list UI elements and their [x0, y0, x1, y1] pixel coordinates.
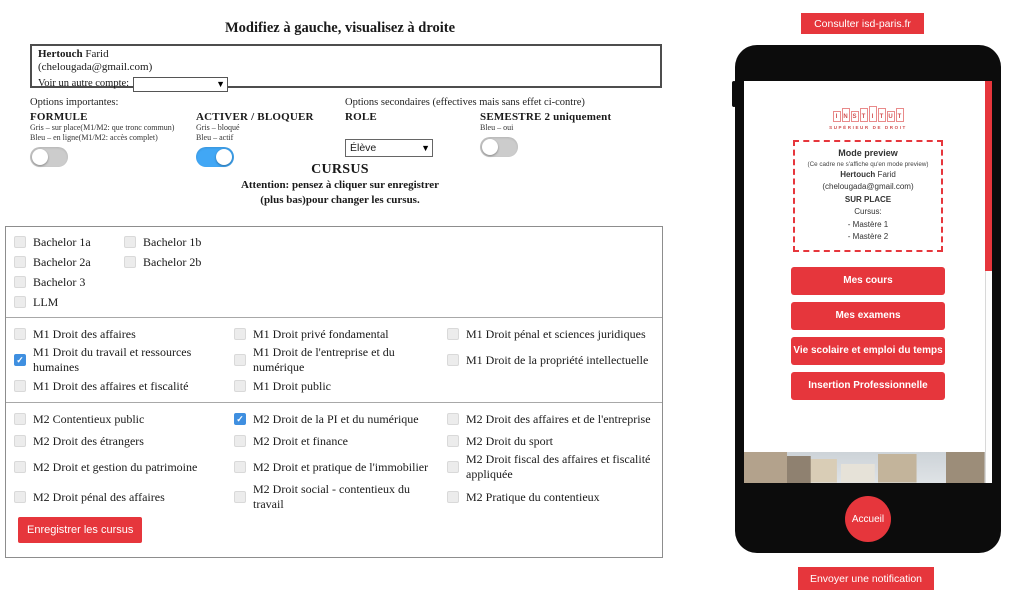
- cursus-option[interactable]: [14, 323, 234, 345]
- phone-menu-button[interactable]: Insertion Professionnelle: [791, 372, 945, 400]
- logo-letter-box: N: [842, 108, 850, 122]
- semestre-hint-1: Bleu – oui: [480, 123, 514, 132]
- preview-cursus-line: - Mastère 1: [847, 219, 889, 229]
- checkbox-unchecked-icon[interactable]: [14, 296, 26, 308]
- checkbox-unchecked-icon[interactable]: [234, 354, 246, 366]
- phone-screen: [744, 81, 992, 483]
- cursus-option[interactable]: [14, 482, 234, 512]
- option-activer: [196, 111, 341, 167]
- mode-preview-box: [793, 140, 943, 252]
- cursus-box: [5, 226, 663, 558]
- account-firstname: Farid: [82, 48, 109, 60]
- preview-email: (chelougada@gmail.com): [822, 182, 914, 191]
- cursus-header: [0, 162, 680, 207]
- options-secondary-label: Options secondaires (effectives mais sans effet ci-contre): [345, 97, 585, 108]
- cursus-option-label: Bachelor 2b: [143, 254, 202, 269]
- cursus-option-label: M2 Pratique du contentieux: [466, 489, 600, 504]
- account-box: [30, 44, 662, 88]
- preview-firstname: Farid: [875, 169, 896, 179]
- cursus-title: CURSUS: [311, 162, 369, 177]
- toggle-knob: [482, 139, 498, 155]
- cursus-option[interactable]: [234, 452, 447, 482]
- logo-letter-box: T: [860, 108, 868, 122]
- account-email: (chelougada@gmail.com): [38, 60, 153, 73]
- cursus-option-label: M1 Droit privé fondamental: [253, 326, 389, 341]
- isd-logo-subtext: SUPÉRIEUR DE DROIT: [829, 125, 907, 130]
- cursus-option-label: M2 Droit et gestion du patrimoine: [33, 459, 198, 474]
- cursus-option-label: M1 Droit des affaires et fiscalité: [33, 378, 189, 393]
- cursus-warning-1: Attention: pensez à cliquer sur enregistrer: [240, 179, 440, 191]
- checkbox-unchecked-icon[interactable]: [14, 413, 26, 425]
- checkbox-unchecked-icon[interactable]: [447, 461, 459, 473]
- cursus-option[interactable]: [124, 252, 207, 272]
- account-select[interactable]: [133, 77, 228, 92]
- option-semestre: [480, 111, 640, 157]
- options-important-label: Options importantes:: [30, 97, 119, 108]
- cursus-option[interactable]: [14, 292, 124, 312]
- checkbox-unchecked-icon[interactable]: [447, 435, 459, 447]
- logo-letter-box: T: [896, 108, 904, 122]
- isd-logo: [744, 105, 992, 130]
- cursus-option-label: M2 Contentieux public: [33, 411, 145, 426]
- scrollbar-thumb[interactable]: [985, 81, 992, 271]
- checkbox-unchecked-icon[interactable]: [234, 491, 246, 503]
- phone-menu-button[interactable]: Vie scolaire et emploi du temps: [791, 337, 945, 365]
- phone-menu-button[interactable]: Mes cours: [791, 267, 945, 295]
- preview-note: (Ce cadre ne s'affiche qu'en mode preview): [807, 160, 929, 168]
- checkbox-unchecked-icon[interactable]: [14, 236, 26, 248]
- cursus-option[interactable]: [447, 452, 657, 482]
- checkbox-unchecked-icon[interactable]: [14, 256, 26, 268]
- checkbox-unchecked-icon[interactable]: [14, 328, 26, 340]
- cursus-option[interactable]: [14, 452, 234, 482]
- cursus-option[interactable]: [234, 408, 447, 430]
- phone-menu: [744, 267, 992, 400]
- cursus-option[interactable]: [234, 430, 447, 452]
- checkbox-unchecked-icon[interactable]: [447, 354, 459, 366]
- cursus-option[interactable]: [14, 232, 124, 252]
- save-cursus-button[interactable]: Enregistrer les cursus: [18, 517, 142, 543]
- logo-letter-box: I: [833, 111, 841, 122]
- cursus-option[interactable]: [447, 408, 657, 430]
- m2-grid: [14, 408, 662, 512]
- preview-title: Mode preview: [838, 148, 898, 158]
- cursus-option-label: Bachelor 1b: [143, 234, 202, 249]
- chevron-down-icon: ▼: [421, 142, 430, 153]
- checkbox-unchecked-icon[interactable]: [14, 276, 26, 288]
- checkbox-unchecked-icon[interactable]: [14, 380, 26, 392]
- cursus-option-label: M2 Droit et pratique de l'immobilier: [253, 459, 429, 474]
- preview-plan: SUR PLACE: [844, 194, 892, 204]
- cursus-option[interactable]: [447, 345, 657, 375]
- cursus-option[interactable]: [14, 408, 234, 430]
- logo-letter-box: I: [869, 106, 877, 122]
- checkbox-unchecked-icon[interactable]: [14, 461, 26, 473]
- cursus-option-label: M2 Droit fiscal des affaires et fiscalité appliquée: [466, 452, 651, 481]
- checkbox-unchecked-icon[interactable]: [234, 435, 246, 447]
- paris-street-photo: [744, 452, 985, 483]
- activer-title: ACTIVER / BLOQUER: [196, 111, 314, 123]
- cursus-option[interactable]: [234, 345, 447, 375]
- cursus-option[interactable]: [124, 232, 207, 252]
- semestre-title: SEMESTRE 2 uniquement: [480, 111, 612, 123]
- m2-section: [6, 402, 662, 557]
- cursus-option-label: LLM: [33, 294, 59, 309]
- cursus-option-label: M2 Droit de la PI et du numérique: [253, 411, 419, 426]
- cursus-option-label: M1 Droit de la propriété intellectuelle: [466, 352, 649, 367]
- activer-hint-1: Gris – bloqué: [196, 123, 240, 132]
- checkbox-unchecked-icon[interactable]: [447, 413, 459, 425]
- option-formule: [30, 111, 200, 167]
- chevron-down-icon: ▼: [216, 79, 226, 89]
- cursus-option[interactable]: [447, 323, 657, 345]
- checkbox-unchecked-icon[interactable]: [447, 491, 459, 503]
- m1-section: [6, 317, 662, 402]
- cursus-option[interactable]: [14, 272, 124, 292]
- cursus-option[interactable]: [14, 345, 234, 375]
- role-select[interactable]: [345, 139, 433, 157]
- preview-name: [799, 169, 937, 182]
- scrollbar-track[interactable]: [985, 81, 992, 483]
- cursus-option-label: Bachelor 3: [33, 274, 86, 289]
- consult-site-button[interactable]: Consulter isd-paris.fr: [801, 13, 924, 34]
- option-role: [345, 111, 465, 157]
- isd-logo-letters: [833, 106, 904, 122]
- cursus-option-label: M2 Droit pénal des affaires: [33, 489, 165, 504]
- cursus-option-label: M1 Droit de l'entreprise et du numérique: [253, 345, 395, 374]
- cursus-option[interactable]: [14, 252, 124, 272]
- checkbox-unchecked-icon[interactable]: [447, 328, 459, 340]
- checkbox-checked-icon[interactable]: [234, 413, 246, 425]
- cursus-option-label: M1 Droit des affaires: [33, 326, 136, 341]
- page-title: Modifiez à gauche, visualisez à droite: [224, 20, 456, 36]
- cursus-option-label: M1 Droit pénal et sciences juridiques: [466, 326, 646, 341]
- checkbox-unchecked-icon[interactable]: [234, 328, 246, 340]
- semestre-toggle[interactable]: [480, 137, 518, 157]
- phone-side-button: [732, 81, 736, 107]
- preview-cursus-line: - Mastère 2: [847, 232, 889, 241]
- cursus-option-label: Bachelor 1a: [33, 234, 91, 249]
- checkbox-checked-icon[interactable]: [14, 354, 26, 366]
- cursus-option[interactable]: [447, 482, 657, 512]
- bachelor-section: [6, 227, 662, 317]
- home-button[interactable]: Accueil: [845, 496, 891, 542]
- formule-hint-2: Bleu – en ligne(M1/M2: accès complet): [30, 132, 158, 142]
- cursus-option[interactable]: [447, 430, 657, 452]
- send-notification-button[interactable]: Envoyer une notification: [798, 567, 934, 590]
- checkbox-unchecked-icon[interactable]: [234, 380, 246, 392]
- account-switch-label: Voir un autre compte:: [38, 78, 130, 90]
- cursus-option[interactable]: [234, 323, 447, 345]
- cursus-option[interactable]: [234, 375, 447, 397]
- checkbox-unchecked-icon[interactable]: [14, 435, 26, 447]
- cursus-option[interactable]: [234, 482, 447, 512]
- logo-letter-box: S: [851, 111, 859, 122]
- logo-letter-box: T: [878, 108, 886, 122]
- cursus-option-label: M1 Droit public: [253, 378, 331, 393]
- preview-cursus-label: Cursus:: [854, 207, 882, 216]
- formule-hint-1: Gris – sur place(M1/M2: que tronc commun): [30, 123, 175, 132]
- logo-letter-box: U: [887, 111, 895, 122]
- cursus-option[interactable]: [14, 430, 234, 452]
- checkbox-unchecked-icon[interactable]: [234, 461, 246, 473]
- cursus-option-label: M2 Droit des affaires et de l'entreprise: [466, 411, 651, 426]
- cursus-option-label: M2 Droit social - contentieux du travail: [253, 482, 410, 511]
- cursus-option-label: Bachelor 2a: [33, 254, 91, 269]
- phone-menu-button[interactable]: Mes examens: [791, 302, 945, 330]
- account-lastname: Hertouch: [38, 48, 83, 60]
- preview-lastname: Hertouch: [840, 169, 876, 179]
- cursus-option[interactable]: [14, 375, 234, 397]
- cursus-option-label: M2 Droit et finance: [253, 433, 348, 448]
- account-name: [38, 48, 654, 61]
- checkbox-unchecked-icon[interactable]: [124, 256, 136, 268]
- cursus-option-label: M2 Droit du sport: [466, 433, 553, 448]
- phone-frame: [735, 45, 1001, 553]
- formule-title: FORMULE: [30, 111, 88, 123]
- cursus-option-label: M2 Droit des étrangers: [33, 433, 144, 448]
- activer-hint-2: Bleu – actif: [196, 132, 234, 142]
- cursus-option-label: M1 Droit du travail et ressources humaines: [33, 345, 192, 374]
- cursus-warning-2: (plus bas)pour changer les cursus.: [260, 193, 420, 206]
- role-title: ROLE: [345, 111, 377, 123]
- role-select-value: Élève: [350, 142, 377, 154]
- checkbox-unchecked-icon[interactable]: [124, 236, 136, 248]
- checkbox-unchecked-icon[interactable]: [14, 491, 26, 503]
